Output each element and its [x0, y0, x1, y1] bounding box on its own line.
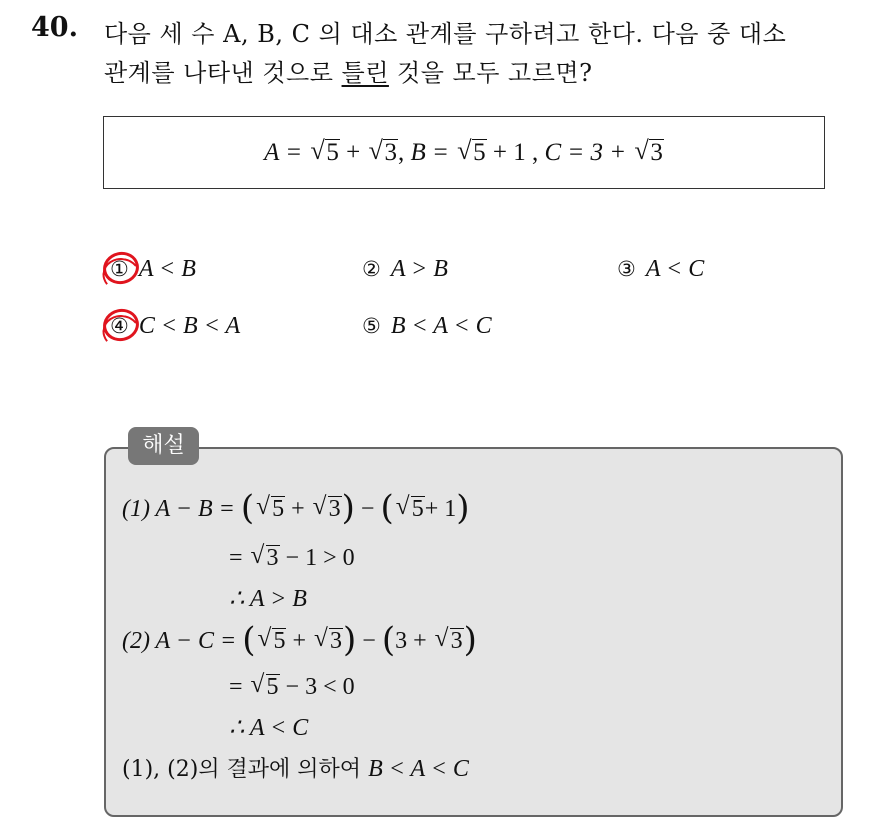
- formula-box: [103, 116, 825, 189]
- solution-line-2: = √ 3 − 1 > 0: [229, 542, 355, 571]
- solution-line-7: (1), (2)의 결과에 의하여 B < A < C: [122, 756, 469, 782]
- question-text-line1: 다음 세 수 A, B, C 의 대소 관계를 구하려고 한다. 다음 중 대소: [104, 20, 787, 48]
- solution-line-3: ∴ A > B: [229, 586, 307, 612]
- choice-2[interactable]: ② A > B: [362, 256, 448, 282]
- plus-sign: +: [346, 139, 361, 166]
- choice-4[interactable]: ④ C < B < A: [110, 313, 241, 339]
- separator: ,: [397, 139, 405, 166]
- formula: [104, 136, 824, 167]
- solution-tag: 해설: [128, 427, 199, 465]
- underlined-word: 틀린: [341, 59, 389, 87]
- solution-line-6: ∴ A < C: [229, 715, 309, 741]
- choice-3[interactable]: ③ A < C: [617, 256, 705, 282]
- formula-c-lhs: C = 3 +: [544, 139, 627, 166]
- formula-b-tail: + 1: [492, 139, 526, 166]
- question-text-part: 관계를 나타낸 것으로: [104, 59, 342, 87]
- sqrt-5: √ 5: [310, 136, 339, 166]
- separator: ,: [531, 139, 539, 166]
- solution-line-5: = √ 5 − 3 < 0: [229, 671, 355, 700]
- formula-b-lhs: B =: [410, 139, 449, 166]
- choice-5[interactable]: ⑤ B < A < C: [362, 313, 492, 339]
- question-number: 40.: [31, 12, 78, 43]
- question-text-line2: [104, 53, 592, 88]
- sqrt-3: √ 3: [634, 136, 663, 166]
- choice-1[interactable]: ① A < B: [110, 256, 196, 282]
- sqrt-5: √ 5: [457, 136, 486, 166]
- solution-line-1: (1) A − B = ( √ 5 + √ 3) − ( √ 5+ 1): [122, 488, 470, 528]
- question-text-part: 것을 모두 고르면?: [388, 59, 593, 87]
- sqrt-3: √ 3: [368, 136, 397, 166]
- formula-a-lhs: A =: [264, 139, 303, 166]
- solution-line-4: (2) A − C = ( √ 5 + √ 3) − (3 + √ 3): [122, 620, 477, 660]
